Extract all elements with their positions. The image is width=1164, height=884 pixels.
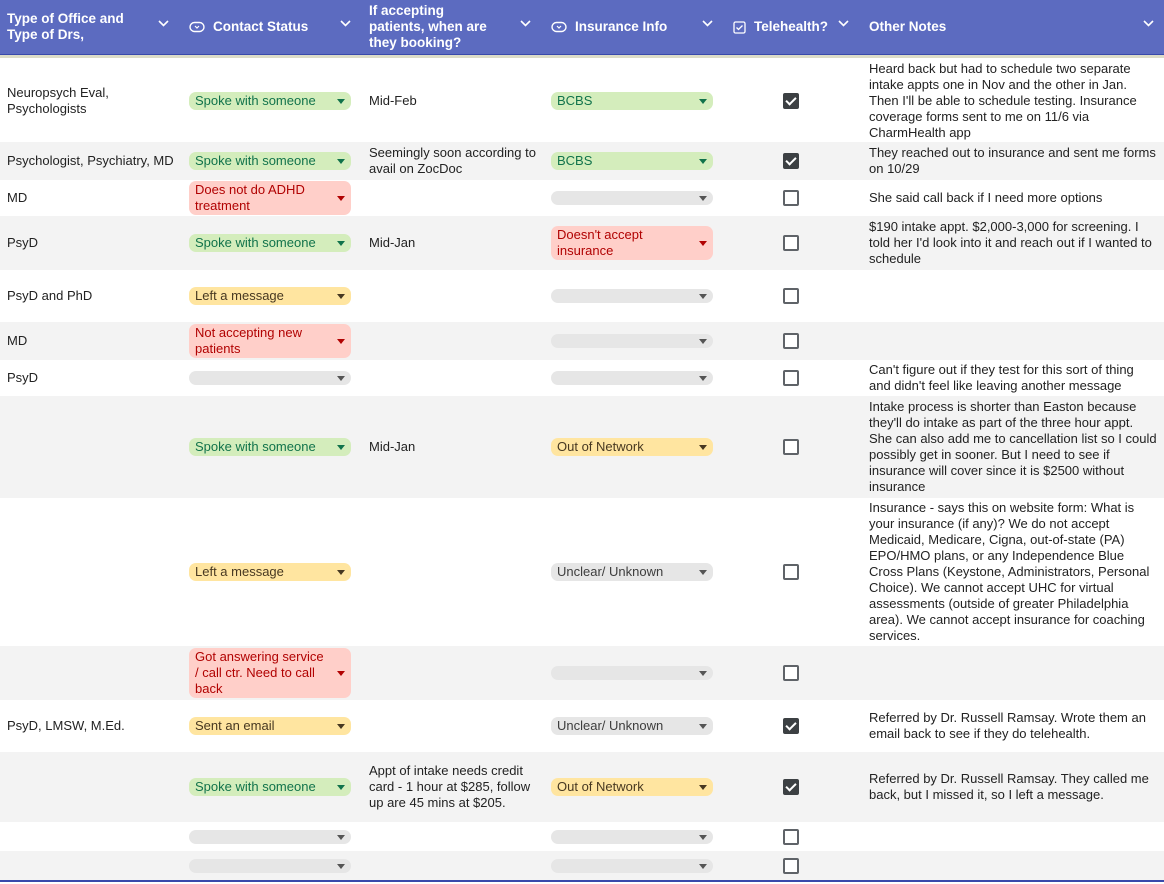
telehealth-checkbox[interactable] <box>783 190 799 206</box>
table-row <box>0 851 1164 880</box>
insurance-value: Out of Network <box>557 439 644 454</box>
insurance-value: BCBS <box>557 153 593 168</box>
office-type-cell[interactable]: PsyD and PhD <box>7 288 93 303</box>
office-type-cell[interactable]: Neuropsych Eval, Psychologists <box>7 84 109 116</box>
contact-status-dropdown[interactable] <box>189 181 351 215</box>
office-type-cell[interactable]: Psychologist, Psychiatry, MD <box>7 153 174 168</box>
notes-cell[interactable]: Heard back but had to schedule two separate intake appts one in Nov and the other in Jan. Then I'll be able to schedule testing. Insurance coverage forms sent to me on 11/6 via CharmHealth app <box>869 60 1137 140</box>
booking-cell[interactable]: Mid-Jan <box>369 439 416 454</box>
chevron-down-icon[interactable] <box>158 20 169 27</box>
contact-status-value: Got answering service / call ctr. Need to call back <box>195 649 324 696</box>
table-row <box>0 498 1164 646</box>
notes-cell[interactable] <box>869 270 1159 322</box>
chevron-down-icon <box>337 724 345 729</box>
insurance-value: Out of Network <box>557 779 644 794</box>
telehealth-checkbox[interactable] <box>783 439 799 455</box>
table-row <box>0 822 1164 851</box>
chevron-down-icon[interactable] <box>838 20 849 27</box>
header-booking[interactable] <box>369 0 541 54</box>
insurance-dropdown[interactable] <box>551 334 713 348</box>
header-type-label: Type of Office and Type of Drs, <box>7 11 124 42</box>
chevron-down-icon <box>337 785 345 790</box>
chevron-down-icon <box>337 570 345 575</box>
booking-cell[interactable] <box>369 700 541 752</box>
chevron-down-icon[interactable] <box>520 20 531 27</box>
header-insurance-label: Insurance Info <box>575 19 668 34</box>
chevron-down-icon[interactable] <box>1143 20 1154 27</box>
contact-status-dropdown[interactable] <box>189 152 351 170</box>
booking-cell[interactable]: Appt of intake needs credit card - 1 hour at $285, follow up are 45 mins at $205. <box>369 763 531 810</box>
contact-status-value: Left a message <box>195 288 284 303</box>
telehealth-checkbox[interactable] <box>783 564 799 580</box>
office-type-cell[interactable]: MD <box>7 190 28 205</box>
insurance-dropdown[interactable] <box>551 438 713 456</box>
checkbox-icon <box>733 21 746 34</box>
insurance-value: BCBS <box>557 93 593 108</box>
telehealth-checkbox[interactable] <box>783 153 799 169</box>
booking-cell[interactable]: Mid-Jan <box>369 235 416 250</box>
notes-cell[interactable]: Intake process is shorter than Easton because they'll do intake as part of the three hour appt. She can also add me to cancellation list so I could possibly get in sooner. But I need to see if insurance will cover since it is $2500 without insurance <box>869 399 1157 494</box>
notes-cell[interactable] <box>869 646 1159 700</box>
office-type-cell[interactable] <box>7 498 179 646</box>
insurance-dropdown[interactable] <box>551 859 713 873</box>
header-other-notes[interactable] <box>869 0 1164 54</box>
telehealth-checkbox[interactable] <box>783 718 799 734</box>
chevron-down-icon <box>337 445 345 450</box>
telehealth-checkbox[interactable] <box>783 779 799 795</box>
telehealth-checkbox[interactable] <box>783 288 799 304</box>
contact-status-value: Spoke with someone <box>195 153 316 168</box>
office-type-cell[interactable] <box>7 822 179 851</box>
chevron-down-icon <box>699 241 707 246</box>
contact-status-dropdown[interactable] <box>189 92 351 110</box>
contact-status-value: Left a message <box>195 564 284 579</box>
telehealth-checkbox[interactable] <box>783 858 799 874</box>
table-row <box>0 270 1164 322</box>
office-type-cell[interactable]: PsyD <box>7 235 39 250</box>
booking-cell[interactable] <box>369 822 541 851</box>
insurance-dropdown[interactable] <box>551 289 713 303</box>
office-type-cell[interactable] <box>7 396 179 498</box>
insurance-dropdown[interactable] <box>551 191 713 205</box>
table-row <box>0 322 1164 360</box>
telehealth-checkbox[interactable] <box>783 235 799 251</box>
office-type-cell[interactable]: PsyD, LMSW, M.Ed. <box>7 718 125 733</box>
contact-status-dropdown[interactable] <box>189 287 351 305</box>
booking-cell[interactable] <box>369 851 541 880</box>
office-type-cell[interactable] <box>7 851 179 880</box>
table-row <box>0 180 1164 216</box>
contact-status-dropdown[interactable] <box>189 717 351 735</box>
chevron-down-icon <box>699 294 707 299</box>
chevron-down-icon <box>699 196 707 201</box>
table-row <box>0 142 1164 180</box>
header-contact-status-label: Contact Status <box>213 19 309 34</box>
chevron-down-icon <box>699 671 707 676</box>
chevron-down-icon <box>699 159 707 164</box>
contact-status-dropdown[interactable] <box>189 438 351 456</box>
table-row <box>0 752 1164 822</box>
table-row <box>0 360 1164 396</box>
insurance-value: Doesn't accept insurance <box>557 227 643 258</box>
insurance-value: Unclear/ Unknown <box>557 564 664 579</box>
header-row <box>0 0 1164 56</box>
chevron-down-icon <box>337 835 345 840</box>
chevron-down-icon <box>699 785 707 790</box>
insurance-dropdown[interactable] <box>551 92 713 110</box>
chevron-down-icon <box>337 671 345 676</box>
chevron-down-icon <box>699 376 707 381</box>
header-booking-label: If accepting patients, when are they booking? <box>369 3 487 50</box>
telehealth-checkbox[interactable] <box>783 93 799 109</box>
notes-cell[interactable]: They reached out to insurance and sent me forms on 10/29 <box>869 145 1156 176</box>
header-telehealth-label: Telehealth? <box>754 19 829 34</box>
insurance-dropdown[interactable] <box>551 371 713 385</box>
contact-status-dropdown[interactable] <box>189 371 351 385</box>
header-notes-label: Other Notes <box>869 19 947 34</box>
chevron-down-icon <box>699 835 707 840</box>
contact-status-value: Does not do ADHD treatment <box>195 182 305 213</box>
header-type-of-office[interactable] <box>7 0 187 54</box>
contact-status-value: Spoke with someone <box>195 235 316 250</box>
booking-cell[interactable] <box>369 180 541 216</box>
booking-cell[interactable] <box>369 498 541 646</box>
insurance-dropdown[interactable] <box>551 717 713 735</box>
contact-status-value: Not accepting new patients <box>195 325 302 356</box>
header-insurance-info[interactable] <box>551 0 721 54</box>
notes-cell[interactable] <box>869 822 1159 851</box>
table-row <box>0 700 1164 752</box>
chevron-down-icon[interactable] <box>702 20 713 27</box>
chevron-down-icon <box>337 376 345 381</box>
chevron-down-icon <box>337 241 345 246</box>
chevron-down-icon <box>337 294 345 299</box>
contact-status-dropdown[interactable] <box>189 778 351 796</box>
table-row <box>0 216 1164 270</box>
telehealth-checkbox[interactable] <box>783 665 799 681</box>
booking-cell[interactable]: Mid-Feb <box>369 92 417 108</box>
booking-cell[interactable] <box>369 322 541 360</box>
contact-status-value: Spoke with someone <box>195 93 316 108</box>
booking-cell[interactable] <box>369 646 541 700</box>
booking-cell[interactable] <box>369 360 541 396</box>
chevron-down-icon <box>337 339 345 344</box>
table-row <box>0 646 1164 700</box>
chevron-down-icon <box>337 99 345 104</box>
contact-status-dropdown[interactable] <box>189 234 351 252</box>
header-contact-status[interactable] <box>189 0 359 54</box>
chevron-down-icon <box>699 724 707 729</box>
table-row <box>0 396 1164 498</box>
table-row <box>0 59 1164 142</box>
insurance-dropdown[interactable] <box>551 563 713 581</box>
notes-cell[interactable]: Referred by Dr. Russell Ramsay. They called me back, but I missed it, so I left a message. <box>869 771 1149 802</box>
telehealth-checkbox[interactable] <box>783 370 799 386</box>
dropdown-chip-icon <box>551 21 567 33</box>
office-type-cell[interactable] <box>7 752 179 822</box>
insurance-dropdown[interactable] <box>551 778 713 796</box>
insurance-value: Unclear/ Unknown <box>557 718 664 733</box>
header-telehealth[interactable] <box>733 0 859 54</box>
notes-cell[interactable]: She said call back if I need more options <box>869 190 1103 205</box>
chevron-down-icon <box>699 570 707 575</box>
contact-status-dropdown[interactable] <box>189 563 351 581</box>
insurance-dropdown[interactable] <box>551 830 713 844</box>
office-type-cell[interactable] <box>7 646 179 700</box>
contact-status-dropdown[interactable] <box>189 830 351 844</box>
chevron-down-icon <box>699 339 707 344</box>
contact-status-value: Spoke with someone <box>195 439 316 454</box>
chevron-down-icon <box>337 864 345 869</box>
telehealth-checkbox[interactable] <box>783 333 799 349</box>
insurance-dropdown[interactable] <box>551 226 713 260</box>
chevron-down-icon <box>699 445 707 450</box>
notes-cell[interactable]: Insurance - says this on website form: What is your insurance (if any)? We do not accept Medicaid, Medicare, Cigna, out-of-state (PA) EPO/HMO plans, or any Independence Blue Cross Plans (Keystone, Administrators, Personal Choice). We cannot accept UHC for virtual assessments (outside of greater Philadelphia area). We cannot accept insurance for coaching services. <box>869 500 1150 643</box>
chevron-down-icon <box>699 864 707 869</box>
contact-status-value: Spoke with someone <box>195 779 316 794</box>
insurance-dropdown[interactable] <box>551 666 713 680</box>
booking-cell[interactable] <box>369 270 541 322</box>
notes-cell[interactable]: $190 intake appt. $2,000-3,000 for screening. I told her I'd look into it and reach out if I wanted to schedule <box>869 219 1152 266</box>
telehealth-checkbox[interactable] <box>783 829 799 845</box>
insurance-dropdown[interactable] <box>551 152 713 170</box>
notes-cell[interactable]: Referred by Dr. Russell Ramsay. Wrote them an email back to see if they do telehealth. <box>869 710 1146 741</box>
office-type-cell[interactable]: PsyD <box>7 370 39 385</box>
chevron-down-icon <box>699 99 707 104</box>
notes-cell[interactable] <box>869 322 1159 360</box>
notes-cell[interactable] <box>869 851 1159 880</box>
contact-status-dropdown[interactable] <box>189 859 351 873</box>
booking-cell[interactable]: Seemingly soon according to avail on ZocDoc <box>369 145 536 176</box>
dropdown-chip-icon <box>189 21 205 33</box>
office-type-cell[interactable]: MD <box>7 333 28 348</box>
bottom-border <box>0 880 1164 882</box>
contact-status-value: Sent an email <box>195 718 275 733</box>
chevron-down-icon <box>337 196 345 201</box>
header-divider <box>0 55 1164 58</box>
chevron-down-icon <box>337 159 345 164</box>
contact-status-dropdown[interactable] <box>189 324 351 358</box>
notes-cell[interactable]: Can't figure out if they test for this sort of thing and didn't feel like leaving another message <box>869 362 1134 393</box>
contact-status-dropdown[interactable] <box>189 648 351 698</box>
chevron-down-icon[interactable] <box>340 20 351 27</box>
